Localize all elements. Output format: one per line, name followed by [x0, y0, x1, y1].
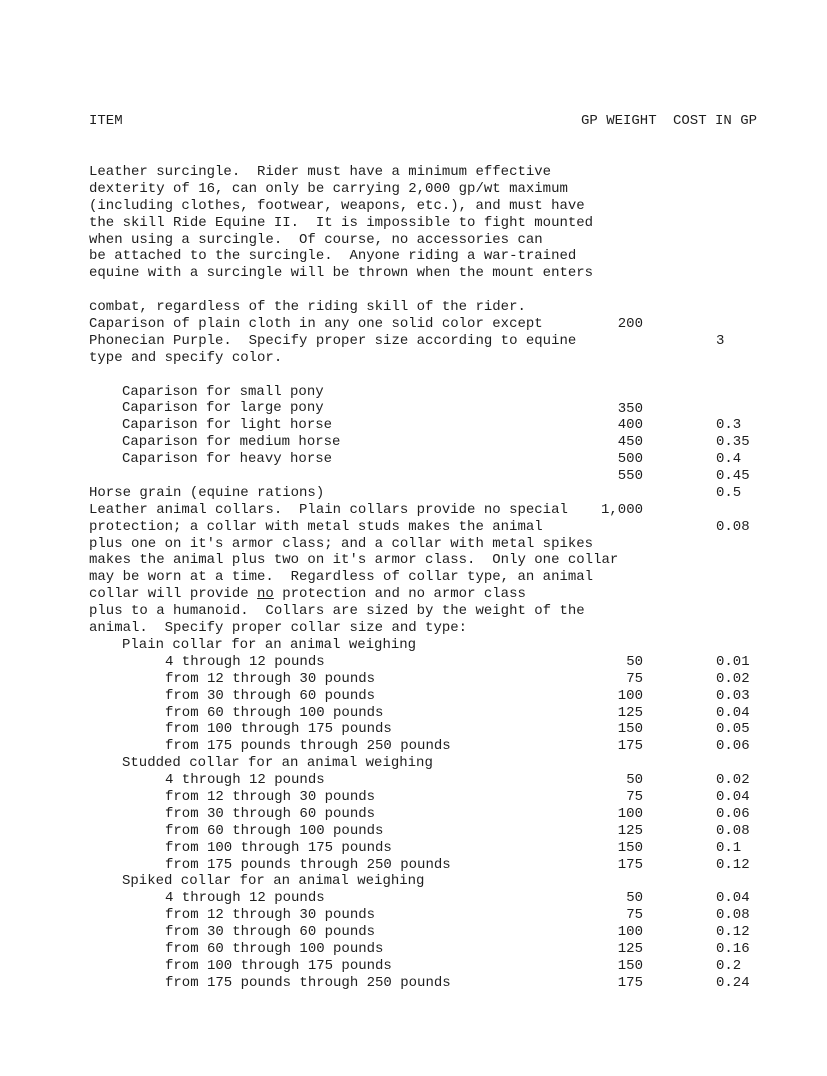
item-weight: 50 — [626, 653, 643, 670]
header-cost: COST IN GP — [673, 113, 758, 129]
table-row — [0, 924, 827, 941]
item-cost: 0.35 — [716, 434, 750, 451]
surcingle-text-line: dexterity of 16, can only be carrying 2,000 gp/wt maximum — [89, 180, 568, 197]
item-cost: 0.08 — [716, 822, 750, 839]
table-row — [0, 705, 827, 722]
item-weight: 100 — [617, 687, 643, 704]
item-cost: 0.12 — [716, 856, 750, 873]
surcingle-cost: 3 — [716, 332, 725, 349]
table-row — [0, 958, 827, 975]
item-weight: 150 — [617, 721, 643, 738]
item-label: from 60 through 100 pounds — [165, 704, 384, 721]
collar-group-title: Spiked collar for an animal weighing — [122, 873, 425, 890]
surcingle-text-line: when using a surcingle. Of course, no accessories can — [89, 231, 543, 248]
header-item: ITEM — [89, 113, 123, 129]
item-label: 4 through 12 pounds — [165, 653, 325, 670]
item-label: Caparison for small pony — [122, 383, 324, 400]
item-label: from 100 through 175 pounds — [165, 957, 392, 974]
surcingle-weight: 200 — [617, 316, 643, 333]
table-row — [0, 654, 827, 671]
item-cost: 0.5 — [716, 484, 742, 501]
item-weight: 400 — [617, 417, 643, 434]
table-row — [0, 688, 827, 705]
caparison-text-line: Phonecian Purple. Specify proper size according to equine — [89, 332, 577, 349]
item-cost: 0.04 — [716, 890, 750, 907]
item-label: from 12 through 30 pounds — [165, 907, 376, 924]
table-row — [0, 671, 827, 688]
table-row — [0, 772, 827, 789]
item-label: from 100 through 175 pounds — [165, 839, 392, 856]
surcingle-text-line: Leather surcingle. Rider must have a minimum effective — [89, 164, 552, 180]
price-list — [0, 164, 827, 992]
item-weight: 350 — [617, 400, 643, 417]
table-row — [0, 721, 827, 738]
item-weight: 125 — [617, 822, 643, 839]
table-row — [0, 857, 827, 874]
item-label: from 30 through 60 pounds — [165, 805, 376, 822]
table-row — [0, 890, 827, 907]
item-label: Caparison for heavy horse — [122, 451, 333, 468]
item-cost: 0.2 — [716, 957, 742, 974]
item-weight: 150 — [617, 957, 643, 974]
item-cost: 0.24 — [716, 974, 750, 991]
item-cost: 0.3 — [716, 417, 742, 434]
item-weight: 550 — [617, 468, 643, 485]
item-cost: 0.16 — [716, 940, 750, 957]
table-row — [0, 738, 827, 755]
item-weight: 1,000 — [600, 501, 643, 518]
surcingle-text-line: be attached to the surcingle. Anyone riding a war-trained — [89, 248, 577, 265]
collar-group-title: Studded collar for an animal weighing — [122, 755, 433, 772]
item-label: from 12 through 30 pounds — [165, 788, 376, 805]
table-row — [0, 840, 827, 857]
item-weight: 175 — [617, 856, 643, 873]
item-cost: 0.12 — [716, 924, 750, 941]
item-label: from 30 through 60 pounds — [165, 924, 376, 941]
table-row — [0, 789, 827, 806]
item-weight: 100 — [617, 805, 643, 822]
item-weight: 175 — [617, 974, 643, 991]
item-label: from 175 pounds through 250 pounds — [165, 856, 451, 873]
surcingle-text-line: the skill Ride Equine II. It is impossible to fight mounted — [89, 214, 594, 231]
table-row — [0, 941, 827, 958]
item-weight: 125 — [617, 940, 643, 957]
item-label: from 100 through 175 pounds — [165, 721, 392, 738]
column-header-row — [0, 113, 827, 131]
item-weight: 150 — [617, 839, 643, 856]
caparison-text-line: type and specify color. — [89, 349, 283, 366]
collar-group-title: Plain collar for an animal weighing — [122, 636, 417, 653]
surcingle-text-line: combat, regardless of the riding skill of the rider. — [89, 299, 526, 316]
item-cost: 0.1 — [716, 839, 742, 856]
collars-entry — [0, 502, 827, 992]
collars-text-line: animal. Specify proper collar size and type: — [89, 620, 468, 637]
item-cost: 0.08 — [716, 907, 750, 924]
item-cost: 0.08 — [716, 518, 750, 535]
item-cost: 0.06 — [716, 805, 750, 822]
header-weight: GP WEIGHT — [581, 113, 657, 129]
collars-text-line: Leather animal collars. Plain collars provide no special — [89, 501, 568, 518]
table-row — [0, 806, 827, 823]
item-cost: 0.02 — [716, 772, 750, 789]
table-row — [0, 823, 827, 840]
item-weight: 75 — [626, 670, 643, 687]
item-cost: 0.03 — [716, 687, 750, 704]
table-row — [0, 975, 827, 992]
item-cost: 0.04 — [716, 788, 750, 805]
collars-text-line: collar will provide no protection and no armor class — [89, 586, 526, 603]
table-row — [0, 907, 827, 924]
item-label: 4 through 12 pounds — [165, 772, 325, 789]
item-weight: 50 — [626, 890, 643, 907]
item-cost: 0.05 — [716, 721, 750, 738]
item-cost: 0.06 — [716, 738, 750, 755]
item-label: from 175 pounds through 250 pounds — [165, 738, 451, 755]
item-weight: 175 — [617, 738, 643, 755]
item-label: from 12 through 30 pounds — [165, 670, 376, 687]
surcingle-text-line: equine with a surcingle will be thrown when the mount enters — [89, 265, 594, 282]
item-weight: 75 — [626, 907, 643, 924]
item-weight: 500 — [617, 451, 643, 468]
collars-text-line: may be worn at a time. Regardless of collar type, an animal — [89, 569, 594, 586]
item-weight: 450 — [617, 434, 643, 451]
item-label: Horse grain (equine rations) — [89, 484, 325, 501]
item-cost: 0.45 — [716, 468, 750, 485]
item-cost: 0.02 — [716, 670, 750, 687]
collars-text-line: protection; a collar with metal studs makes the animal — [89, 518, 543, 535]
underlined-word: no — [257, 586, 274, 603]
collars-text-line: plus to a humanoid. Collars are sized by the weight of the — [89, 603, 585, 620]
item-cost: 0.04 — [716, 704, 750, 721]
item-label: from 60 through 100 pounds — [165, 822, 384, 839]
caparison-text-line: Caparison of plain cloth in any one solid color except — [89, 316, 543, 333]
item-label: Caparison for medium horse — [122, 434, 341, 451]
item-cost: 0.4 — [716, 451, 742, 468]
item-weight: 50 — [626, 772, 643, 789]
item-label: from 30 through 60 pounds — [165, 687, 376, 704]
item-label: from 60 through 100 pounds — [165, 940, 384, 957]
item-cost: 0.01 — [716, 653, 750, 670]
item-label: Caparison for light horse — [122, 417, 333, 434]
item-weight: 125 — [617, 704, 643, 721]
item-label: Caparison for large pony — [122, 400, 324, 417]
item-label: 4 through 12 pounds — [165, 890, 325, 907]
collars-text-line: plus one on it's armor class; and a collar with metal spikes — [89, 535, 594, 552]
collars-text-line: makes the animal plus two on it's armor class. Only one collar — [89, 552, 619, 569]
surcingle-text-line: (including clothes, footwear, weapons, etc.), and must have — [89, 197, 585, 214]
item-weight: 75 — [626, 788, 643, 805]
item-label: from 175 pounds through 250 pounds — [165, 974, 451, 991]
item-weight: 100 — [617, 924, 643, 941]
